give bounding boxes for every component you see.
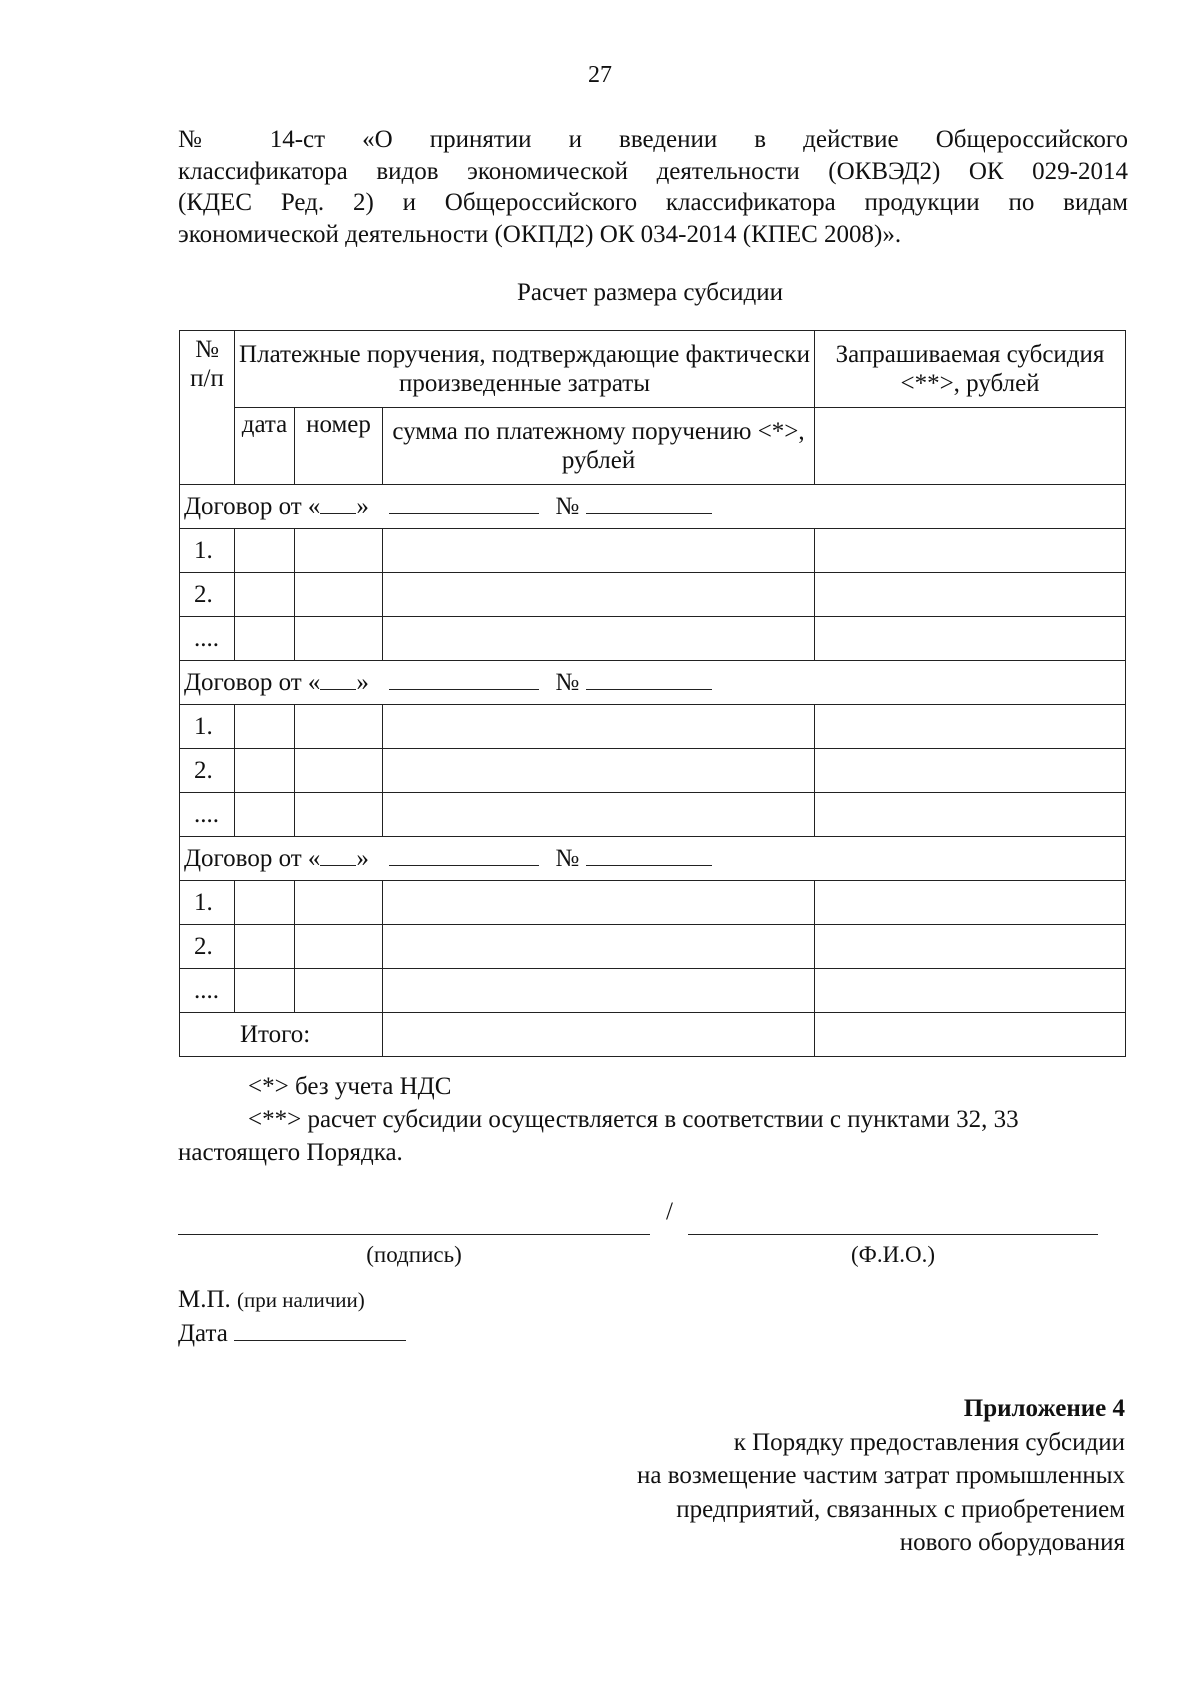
table-cell	[295, 529, 383, 573]
table-cell	[383, 705, 815, 749]
blank-line	[389, 493, 539, 514]
table-cell	[383, 881, 815, 925]
intro-line: экономической деятельности (ОКПД2) ОК 034-2014 (КПЕС 2008)».	[178, 220, 902, 248]
blank-line	[389, 845, 539, 866]
table-row	[180, 617, 1126, 661]
row-number: ....	[180, 969, 235, 1013]
footnote-calculation-continued: настоящего Порядка.	[178, 1139, 403, 1166]
footnote-vat: <*> без учета НДС	[248, 1073, 452, 1100]
blank-line	[234, 1320, 406, 1341]
contract-label-number-sign: №	[555, 493, 580, 520]
table-cell	[235, 925, 295, 969]
contract-row	[180, 485, 1126, 529]
row-number: 2.	[180, 749, 235, 793]
table-cell	[815, 881, 1126, 925]
contract-label-prefix: Договор от «	[184, 845, 321, 872]
header-sum: сумма по платежному поручению <*>, рублей	[383, 408, 815, 485]
table-cell	[383, 573, 815, 617]
date-label: Дата	[178, 1320, 228, 1347]
table-cell	[815, 969, 1126, 1013]
stamp-note: (при наличии)	[237, 1288, 365, 1312]
signature-slash: /	[666, 1198, 673, 1225]
blank-line	[320, 493, 356, 514]
table-cell	[295, 881, 383, 925]
blank-line	[320, 669, 356, 690]
blank-line	[320, 845, 356, 866]
table-row	[180, 969, 1126, 1013]
table-cell	[235, 529, 295, 573]
header-number: № п/п	[180, 331, 235, 485]
row-number: 1.	[180, 705, 235, 749]
table-row	[180, 705, 1126, 749]
table-cell	[295, 573, 383, 617]
table-header-row	[180, 331, 1126, 408]
table-cell	[383, 617, 815, 661]
appendix-block	[425, 1392, 1125, 1560]
table-cell	[815, 793, 1126, 837]
contract-label-prefix: Договор от «	[184, 669, 321, 696]
contract-label-quote: »	[356, 845, 369, 872]
table-row	[180, 749, 1126, 793]
intro-line: (КДЕС Ред. 2) и Общероссийского классификатора продукции по видам	[178, 189, 1128, 216]
contract-label-number-sign: №	[555, 845, 580, 872]
stamp-label: М.П.	[178, 1286, 231, 1313]
contract-label-quote: »	[356, 669, 369, 696]
contract-label	[180, 837, 1126, 881]
table-cell	[383, 1013, 815, 1057]
signature-line	[178, 1234, 650, 1235]
table-cell	[383, 925, 815, 969]
table-cell	[383, 969, 815, 1013]
table-cell	[295, 749, 383, 793]
table-cell	[295, 617, 383, 661]
table-cell	[295, 793, 383, 837]
footnote-calculation: <**> расчет субсидии осуществляется в соответствии с пунктами 32, 33	[248, 1106, 1019, 1133]
table-cell	[235, 617, 295, 661]
table-cell	[383, 529, 815, 573]
row-number: ....	[180, 793, 235, 837]
stamp-place	[178, 1286, 365, 1314]
header-payments: Платежные поручения, подтверждающие фактически произведенные затраты	[235, 331, 815, 408]
blank-line	[586, 669, 712, 690]
intro-paragraph	[178, 124, 1128, 250]
blank-line	[389, 669, 539, 690]
table-cell	[235, 749, 295, 793]
table-cell	[235, 573, 295, 617]
total-label: Итого:	[180, 1013, 383, 1057]
intro-line: классификатора видов экономической деятельности (ОКВЭД2) ОК 029-2014	[178, 157, 1128, 185]
row-number: 2.	[180, 573, 235, 617]
blank-line	[586, 845, 712, 866]
name-line	[688, 1234, 1098, 1235]
table-cell	[295, 705, 383, 749]
contract-label-number-sign: №	[555, 669, 580, 696]
table-title: Расчет размера субсидии	[517, 279, 783, 306]
table-cell	[295, 925, 383, 969]
appendix-line: предприятий, связанных с приобретением	[676, 1495, 1125, 1523]
contract-label-quote: »	[356, 493, 369, 520]
contract-label-prefix: Договор от «	[184, 493, 321, 520]
table-cell	[815, 925, 1126, 969]
table-row	[180, 925, 1126, 969]
appendix-title: Приложение 4	[963, 1395, 1125, 1422]
subsidy-table	[179, 330, 1126, 1057]
table-row	[180, 573, 1126, 617]
contract-row	[180, 661, 1126, 705]
row-number: 1.	[180, 881, 235, 925]
appendix-line: нового оборудования	[899, 1529, 1125, 1556]
table-row	[180, 793, 1126, 837]
header-order-number: номер	[295, 408, 383, 485]
blank-line	[586, 493, 712, 514]
table-subheader-row	[180, 408, 1126, 485]
table-cell	[235, 793, 295, 837]
table-cell	[815, 749, 1126, 793]
total-row	[180, 1013, 1126, 1057]
header-date: дата	[235, 408, 295, 485]
table-cell	[235, 969, 295, 1013]
contract-label	[180, 661, 1126, 705]
contract-label	[180, 485, 1126, 529]
table-cell	[235, 705, 295, 749]
appendix-line: на возмещение частим затрат промышленных	[637, 1462, 1125, 1489]
table-cell	[815, 408, 1126, 485]
header-requested-subsidy: Запрашиваемая субсидия <**>, рублей	[815, 331, 1126, 408]
row-number: 1.	[180, 529, 235, 573]
table-row	[180, 881, 1126, 925]
intro-line: № 14-ст «О принятии и введении в действие Общероссийского	[178, 126, 1128, 153]
footnotes	[178, 1070, 1128, 1169]
row-number: ....	[180, 617, 235, 661]
name-caption: (Ф.И.О.)	[851, 1242, 935, 1267]
table-cell	[295, 969, 383, 1013]
row-number: 2.	[180, 925, 235, 969]
table-cell	[815, 529, 1126, 573]
page-number: 27	[588, 62, 612, 88]
table-cell	[383, 793, 815, 837]
date-field	[178, 1320, 406, 1348]
contract-row	[180, 837, 1126, 881]
table-cell	[235, 881, 295, 925]
table-cell	[815, 617, 1126, 661]
table-cell	[383, 749, 815, 793]
table-row	[180, 529, 1126, 573]
signature-caption: (подпись)	[366, 1242, 462, 1267]
table-cell	[815, 705, 1126, 749]
table-cell	[815, 573, 1126, 617]
table-cell	[815, 1013, 1126, 1057]
appendix-line: к Порядку предоставления субсидии	[733, 1428, 1125, 1456]
